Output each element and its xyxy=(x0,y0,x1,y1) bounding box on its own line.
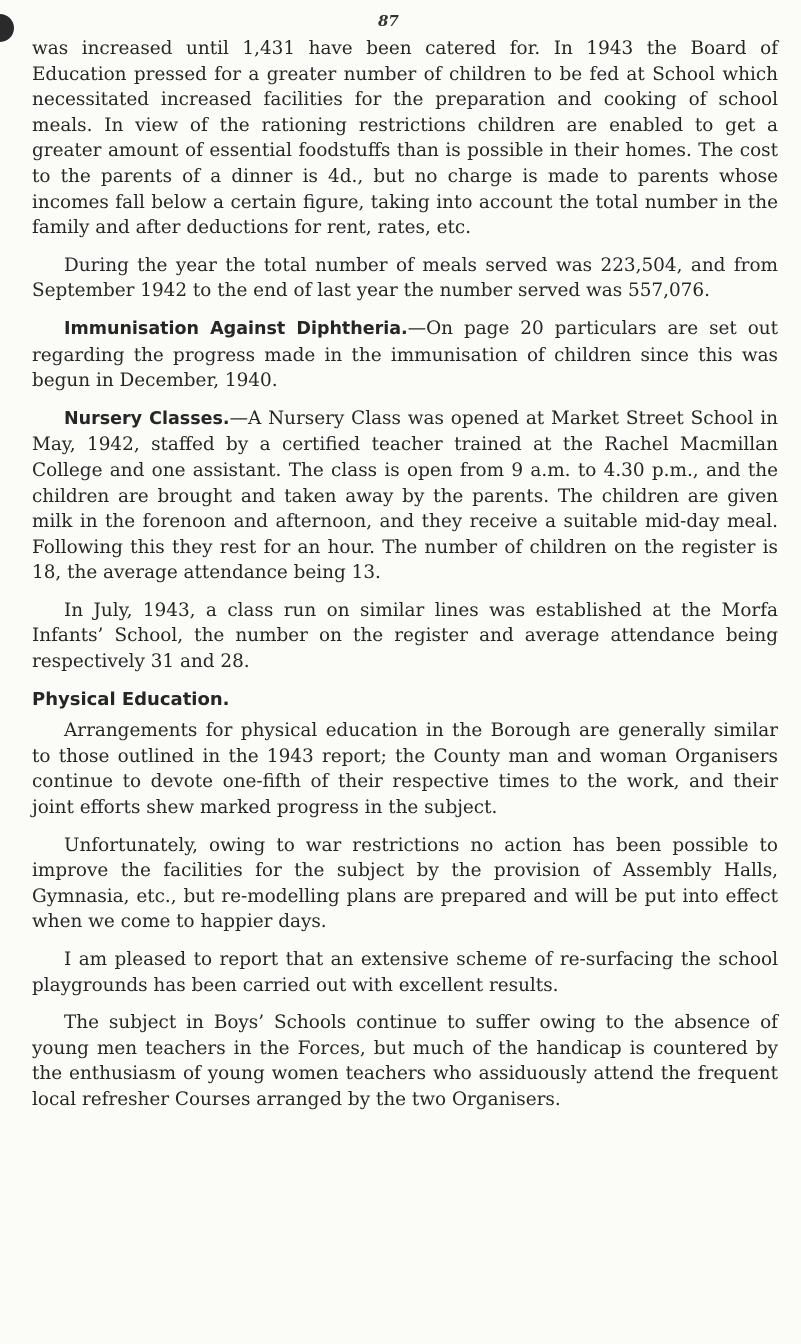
paragraph-nursery-classes xyxy=(32,406,778,586)
binding-hole-mark xyxy=(0,14,14,42)
paragraph-nursery-text: —A Nursery Class was opened at Market Street School in May, 1942, staffed by a certified teacher trained at the Rachel Macmillan College and one assistant. The class is open from 9 a.m. to 4.30 p.m., and the children are brought and taken away by the parents. The children are given milk in the forenoon and afternoon, and they receive a suitable mid-day meal. Following this they rest for an hour. The number of children on the register is 18, the average attendance being 13. xyxy=(32,407,778,584)
paragraph-immunisation-text: —On page 20 particulars are set out regarding the progress made in the immunisation of children since this was begun in December, 1940. xyxy=(32,317,779,392)
paragraph-morfa-infants: In July, 1943, a class run on similar lines was established at the Morfa Infants’ School, the number on the register and average attendance being respectively 31 and 28. xyxy=(32,599,778,673)
paragraph-immunisation xyxy=(32,316,778,394)
paragraph-school-meals: was increased until 1,431 have been catered for. In 1943 the Board of Education pressed for a greater number of children to be fed at School which necessitated increased facilities for the preparation and cooking of school meals. In view of the rationing restrictions children are enabled to get a greater amount of essential foodstuffs than is possible in their homes. The cost to the parents of a dinner is 4d., but no charge is made to parents whose incomes fall below a certain figure, taking into account the total number in the family and after deductions for rent, rates, etc. xyxy=(32,38,778,239)
section-heading-physical-education: Physical Education. xyxy=(32,688,230,710)
run-in-heading-immunisation: Immunisation Against Diphtheria. xyxy=(64,318,408,339)
run-in-heading-nursery: Nursery Classes. xyxy=(64,408,230,429)
paragraph-playgrounds: I am pleased to report that an extensive scheme of re-surfacing the school playgrounds has been carried out with excellent results. xyxy=(32,949,778,996)
paragraph-meals-served: During the year the total number of meals served was 223,504, and from September 1942 to the end of last year the number served was 557,076. xyxy=(32,254,778,302)
paragraph-pe-arrangements: Arrangements for physical education in the Borough are generally similar to those outlined in the 1943 report; the County man and woman Organisers continue to devote one-fifth of their respective times to the work, and their joint efforts shew marked progress in the subject. xyxy=(32,720,778,819)
page-number: 87 xyxy=(378,12,399,30)
paragraph-war-restrictions: Unfortunately, owing to war restrictions no action has been possible to improve the facilities for the subject by the provision of Assembly Halls, Gymnasia, etc., but re-modelling plans are prepared and will be put into effect when we come to happier days. xyxy=(32,834,778,933)
paragraph-boys-schools: The subject in Boys’ Schools continue to suffer owing to the absence of young men teachers in the Forces, but much of the handicap is countered by the enthusiasm of young women teachers who assiduously attend the frequent local refresher Courses arranged by the two Organisers. xyxy=(32,1012,778,1110)
document-body xyxy=(32,36,778,1125)
